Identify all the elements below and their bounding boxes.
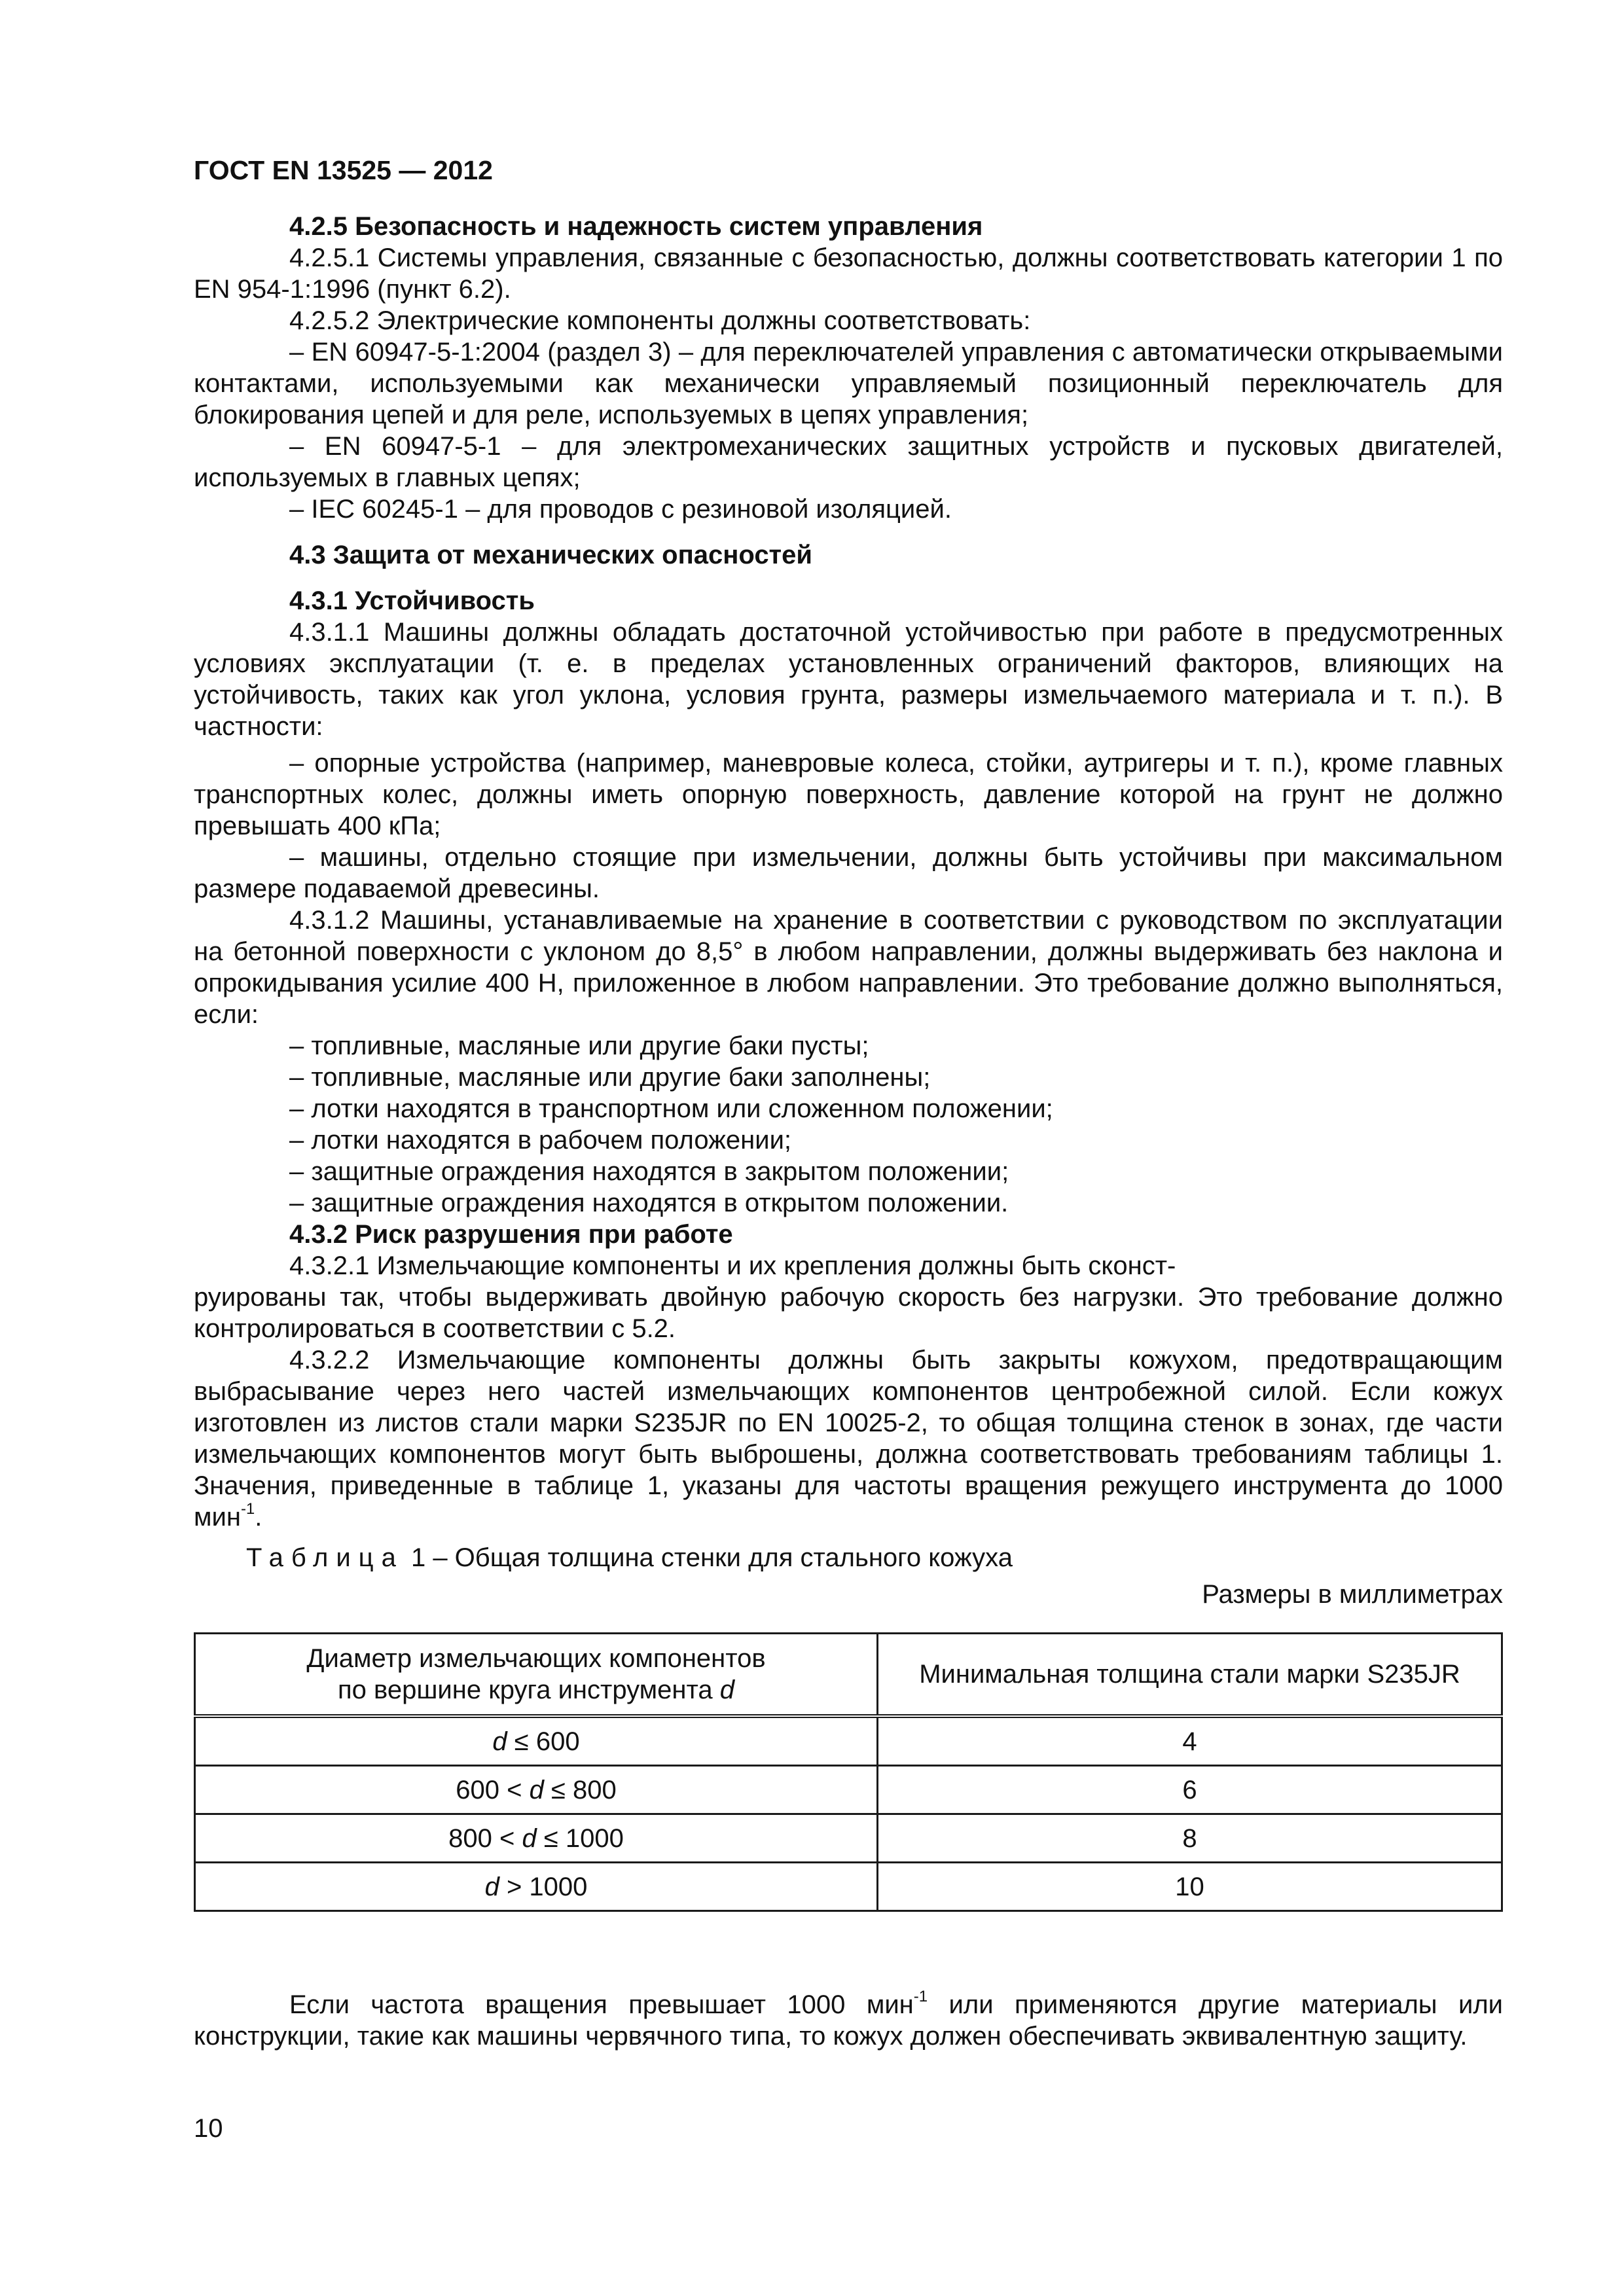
- table-caption-label: Таблица: [246, 1543, 404, 1572]
- list-item: – защитные ограждения находятся в открытом положении.: [289, 1189, 1009, 1217]
- document-header: ГОСТ EN 13525 — 2012: [194, 155, 493, 185]
- paragraph-4-3-2-1-rest: руированы так, чтобы выдерживать двойную рабочую скорость без нагрузки. Это требование должно контролироваться в соответствии с 5.2.: [194, 1283, 1503, 1343]
- header-line1: Диаметр измельчающих компонентов: [306, 1644, 766, 1673]
- cell-pre: 800 <: [448, 1823, 522, 1853]
- table-cell-diameter: [195, 1814, 878, 1863]
- list-item: – опорные устройства (например, маневровые колеса, стойки, аутригеры и т. п.), кроме главных транспортных колес, должны иметь опорную поверхность, давление которой на грунт не должно превышать 400 кПа;: [194, 749, 1503, 840]
- table-header-diameter: [195, 1634, 878, 1717]
- table-caption: [194, 1542, 1503, 1573]
- table-cell-diameter: [195, 1766, 878, 1814]
- document-body: [194, 211, 1503, 2052]
- variable-d: d: [522, 1823, 537, 1853]
- paragraph-after-table: [194, 1989, 1503, 2052]
- paragraph-end: .: [255, 1503, 262, 1532]
- table-cell-thickness: 4: [878, 1716, 1502, 1766]
- table-cell-thickness: 10: [878, 1863, 1502, 1911]
- section-heading-4-3-2: 4.3.2 Риск разрушения при работе: [289, 1220, 733, 1249]
- table-cell-diameter: [195, 1863, 878, 1911]
- section-heading-4-2-5: 4.2.5 Безопасность и надежность систем управления: [289, 212, 983, 241]
- paragraph-4-3-2-1-line1: 4.3.2.1 Измельчающие компоненты и их крепления должны быть сконст-: [289, 1251, 1176, 1280]
- paragraph-4-3-1-2: 4.3.1.2 Машины, устанавливаемые на хранение в соответствии с руководством по эксплуатации на бетонной поверхности с уклоном до 8,5° в любом направлении, должны выдерживать без наклона и опрокидывания усилие 400 Н, приложенное в любом направлении. Это требование должно выполняться, если:: [194, 906, 1503, 1029]
- table-cell-diameter: [195, 1716, 878, 1766]
- list-item: – IEC 60245-1 – для проводов с резиновой изоляцией.: [289, 495, 952, 524]
- paragraph-4-3-1-1: 4.3.1.1 Машины должны обладать достаточной устойчивостью при работе в предусмотренных условиях эксплуатации (т. е. в пределах установленных ограничений факторов, влияющих на устойчивость, таких как угол уклона, условия грунта, размеры измельчаемого материала и т. п.). В частности:: [194, 618, 1503, 741]
- table-row: [195, 1716, 1502, 1766]
- section-heading-4-3: 4.3 Защита от механических опасностей: [289, 541, 812, 569]
- list-item: – защитные ограждения находятся в закрытом положении;: [289, 1157, 1009, 1186]
- cell-pre: 600 <: [456, 1775, 530, 1804]
- variable-d: d: [484, 1872, 499, 1901]
- paragraph-4-3-2-2: [194, 1344, 1503, 1533]
- table-header-thickness: Минимальная толщина стали марки S235JR: [878, 1634, 1502, 1717]
- thickness-table: [194, 1632, 1503, 1912]
- cell-post: ≤ 600: [507, 1727, 580, 1756]
- superscript: -1: [240, 1499, 255, 1518]
- table-cell-thickness: 8: [878, 1814, 1502, 1863]
- cell-post: ≤ 1000: [536, 1823, 624, 1853]
- paragraph-text-rest: или применяются другие материалы или конструкции, такие как машины червячного типа, то кожух должен обеспечивать эквивалентную защиту.: [194, 1990, 1504, 2051]
- table-units: Размеры в миллиметрах: [1202, 1580, 1503, 1609]
- cell-post: ≤ 800: [543, 1775, 617, 1804]
- cell-post: > 1000: [499, 1872, 588, 1901]
- table-row: [195, 1863, 1502, 1911]
- list-item: – EN 60947-5-1 – для электромеханических защитных устройств и пусковых двигателей, используемых в главных цепях;: [194, 432, 1503, 492]
- list-item: – лотки находятся в рабочем положении;: [289, 1126, 792, 1155]
- table-row: [195, 1814, 1502, 1863]
- paragraph-text: Если частота вращения превышает 1000 мин: [289, 1990, 914, 2019]
- list-item: – лотки находятся в транспортном или сложенном положении;: [289, 1094, 1053, 1123]
- table-row: [195, 1766, 1502, 1814]
- list-item: – топливные, масляные или другие баки заполнены;: [289, 1063, 931, 1092]
- paragraph-4-2-5-1: 4.2.5.1 Системы управления, связанные с безопасностью, должны соответствовать категории 1 по EN 954-1:1996 (пункт 6.2).: [194, 243, 1503, 304]
- paragraph-text: 4.3.2.2 Измельчающие компоненты должны быть закрыты кожухом, предотвращающим выбрасывание через него частей измельчающих компонентов центробежной силой. Если кожух изготовлен из листов стали марки S235JR по EN 10025-2, то общая толщина стенок в зонах, где части измельчающих компонентов могут быть выброшены, должна соответствовать требованиям таблицы 1. Значения, приведенные в таблице 1, указаны для частоты вращения режущего инструмента до 1000 мин: [194, 1346, 1503, 1532]
- list-item: – машины, отдельно стоящие при измельчении, должны быть устойчивы при максимальном размере подаваемой древесины.: [194, 843, 1503, 903]
- table-caption-text: 1 – Общая толщина стенки для стального кожуха: [403, 1543, 1013, 1572]
- header-line2: по вершине круга инструмента: [338, 1676, 720, 1704]
- table-cell-thickness: 6: [878, 1766, 1502, 1814]
- table-header-row: [195, 1634, 1502, 1717]
- page-number: 10: [194, 2114, 223, 2143]
- list-item: – EN 60947-5-1:2004 (раздел 3) – для переключателей управления с автоматически открываемыми контактами, используемыми как механически управляемый позиционный переключатель для блокирования цепей и для реле, используемых в цепях управления;: [194, 338, 1503, 429]
- variable-d: d: [492, 1727, 507, 1756]
- variable-d: d: [719, 1676, 734, 1704]
- variable-d: d: [529, 1775, 544, 1804]
- list-item: – топливные, масляные или другие баки пусты;: [289, 1031, 869, 1060]
- section-heading-4-3-1: 4.3.1 Устойчивость: [289, 586, 535, 615]
- paragraph-4-2-5-2: 4.2.5.2 Электрические компоненты должны соответствовать:: [289, 306, 1031, 335]
- superscript: -1: [913, 1987, 928, 2005]
